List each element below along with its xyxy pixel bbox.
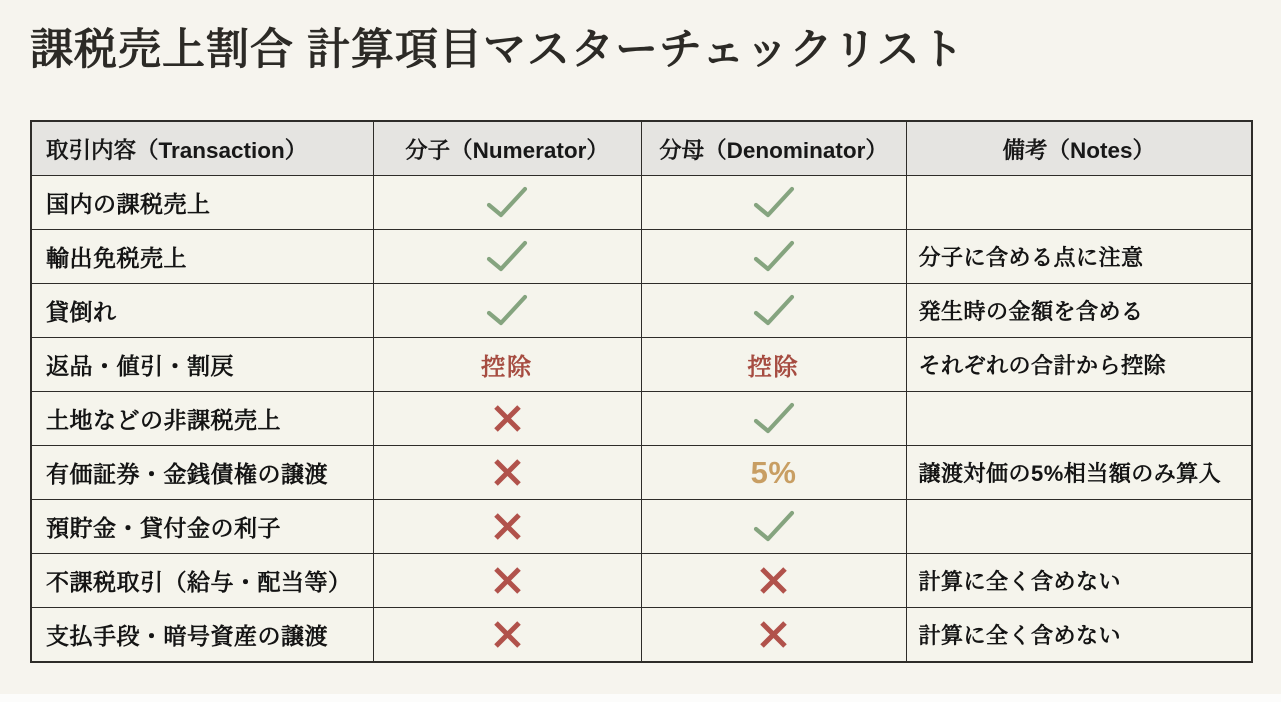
transaction-cell: 不課税取引（給与・配当等） — [31, 554, 373, 608]
cross-icon — [492, 457, 523, 488]
check-icon — [486, 240, 528, 273]
numerator-cell — [373, 176, 641, 230]
table-row — [31, 338, 1252, 392]
numerator-cell — [373, 230, 641, 284]
header-denominator: 分母（Denominator） — [641, 121, 906, 176]
numerator-cell — [373, 284, 641, 338]
note-cell — [906, 500, 1252, 554]
note-cell: 計算に全く含めない — [906, 554, 1252, 608]
transaction-cell: 国内の課税売上 — [31, 176, 373, 230]
numerator-cell — [373, 446, 641, 500]
denominator-cell — [641, 176, 906, 230]
bottom-edge — [0, 694, 1281, 702]
table-row — [31, 608, 1252, 663]
denominator-cell — [641, 230, 906, 284]
numerator-cell — [373, 608, 641, 663]
cross-icon — [492, 565, 523, 596]
numerator-cell — [373, 554, 641, 608]
denominator-cell — [641, 392, 906, 446]
table-header — [31, 121, 1252, 176]
check-icon — [753, 402, 795, 435]
transaction-cell: 預貯金・貸付金の利子 — [31, 500, 373, 554]
cross-icon — [758, 565, 789, 596]
check-icon — [486, 186, 528, 219]
table-row — [31, 554, 1252, 608]
checklist-table — [30, 120, 1253, 663]
denominator-cell — [641, 608, 906, 663]
page-title: 課税売上割合 計算項目マスターチェックリスト — [30, 26, 965, 74]
table-body — [31, 176, 1252, 663]
transaction-cell: 輸出免税売上 — [31, 230, 373, 284]
denominator-cell — [641, 446, 906, 500]
transaction-cell: 有価証券・金銭債権の譲渡 — [31, 446, 373, 500]
table-row — [31, 392, 1252, 446]
cross-icon — [492, 619, 523, 650]
check-icon — [753, 510, 795, 543]
note-cell: それぞれの合計から控除 — [906, 338, 1252, 392]
table-row — [31, 284, 1252, 338]
note-cell: 計算に全く含めない — [906, 608, 1252, 663]
transaction-cell: 土地などの非課税売上 — [31, 392, 373, 446]
transaction-cell: 返品・値引・割戻 — [31, 338, 373, 392]
transaction-cell: 貸倒れ — [31, 284, 373, 338]
cross-icon — [492, 403, 523, 434]
cross-icon — [492, 511, 523, 542]
transaction-cell: 支払手段・暗号資産の譲渡 — [31, 608, 373, 663]
deduction-label: 控除 — [747, 354, 800, 381]
header-numerator: 分子（Numerator） — [373, 121, 641, 176]
header-notes: 備考（Notes） — [906, 121, 1252, 176]
note-cell — [906, 392, 1252, 446]
numerator-cell — [373, 338, 641, 392]
numerator-cell — [373, 392, 641, 446]
denominator-cell — [641, 500, 906, 554]
denominator-cell — [641, 338, 906, 392]
note-cell — [906, 176, 1252, 230]
header-row — [31, 121, 1252, 176]
note-cell: 譲渡対価の5%相当額のみ算入 — [906, 446, 1252, 500]
note-cell: 発生時の金額を含める — [906, 284, 1252, 338]
check-icon — [753, 240, 795, 273]
numerator-cell — [373, 500, 641, 554]
table-row — [31, 500, 1252, 554]
table-row — [31, 446, 1252, 500]
deduction-label: 控除 — [481, 354, 533, 381]
denominator-cell — [641, 554, 906, 608]
check-icon — [486, 294, 528, 327]
percent-label: 5% — [750, 454, 797, 490]
check-icon — [753, 294, 795, 327]
note-cell: 分子に含める点に注意 — [906, 230, 1252, 284]
cross-icon — [758, 619, 789, 650]
check-icon — [753, 186, 795, 219]
denominator-cell — [641, 284, 906, 338]
table-row — [31, 176, 1252, 230]
table-row — [31, 230, 1252, 284]
header-transaction: 取引内容（Transaction） — [31, 121, 373, 176]
